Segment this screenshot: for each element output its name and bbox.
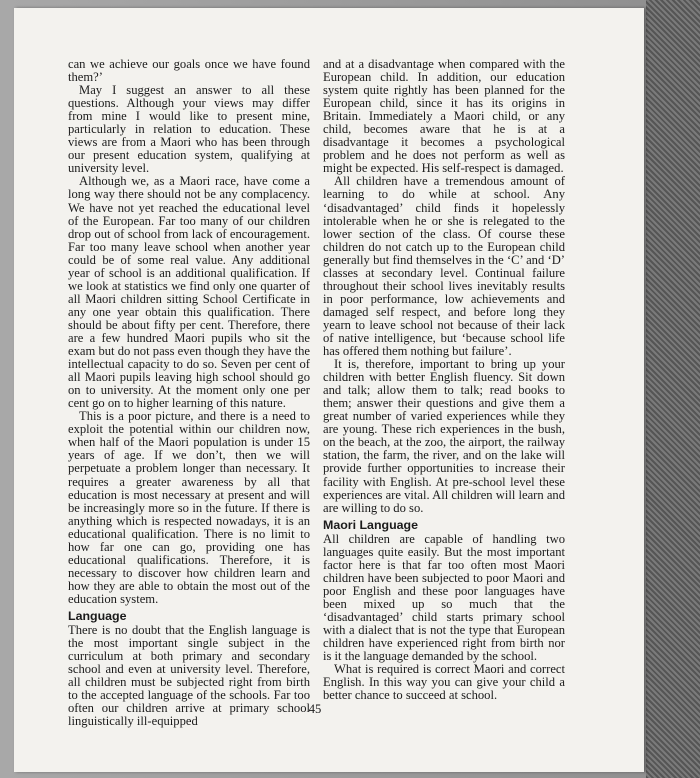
paragraph: May I suggest an answer to all these questions. Although your views may differ from mine I would like to present mine, particularly in relation to education. These views are from a Maori who has been through our present education system, qualifying at university level. <box>68 83 310 176</box>
paragraph: All children have a tremendous amount of learning to do while at school. Any ‘disadvantaged’ child finds it hopelessly intolerable when he or she is relegated to the lower section of the class. Of course these children do not catch up to the European child generally but find themselves in the ‘C’ and ‘D’ classes at secondary level. Continual failure throughout their school lives inevitably results in poor performance, low achievements and damaged self respect, and before long they yearn to leave school not because of their lack of native intelligence, but ‘because school life has offered them nothing but failure’. <box>323 174 565 359</box>
section-heading-language: Language <box>68 608 127 623</box>
page-number: 45 <box>308 702 322 716</box>
paragraph: What is required is correct Maori and correct English. In this way you can give your child a better chance to succeed at school. <box>323 662 565 703</box>
paragraph: All children are capable of handling two languages quite easily. But the most important factor here is that far too often most Maori children have been subjected to poor Maori and poor English and these poor languages have been mixed up so much that the ‘disadvantaged’ child starts primary school with a dialect that is not the type that European children have experienced right from birth nor is it the language demanded by the school. <box>323 531 565 664</box>
paragraph: can we achieve our goals once we have found them?’ <box>68 57 310 85</box>
right-text-column <box>323 58 565 702</box>
section-heading-maori-language: Maori Language <box>323 517 419 532</box>
paragraph: There is no doubt that the English language is the most important single subject in the curriculum at both primary and secondary school and even at university level. Therefore, all children must be subjected right from birth to the accepted language of the schools. Far too often our children arrive at primary school linguistically ill-equipped <box>68 623 310 729</box>
scanner-edge-shadow <box>646 0 700 778</box>
paragraph: Although we, as a Maori race, have come a long way there should not be any complacency. We have not yet reached the educational level of the European. Far too many of our children drop out of school from lack of encouragement. Far too many leave school when another year could be of some real value. Any additional year of school is an additional qualification. If we look at statistics we find only one quarter of all Maori children sitting School Certificate in any one year obtain this qualification. There should be about fifty per cent. Therefore, there are a few hundred Maori pupils who sit the exam but do not pass even though they have the intellectual capacity to do so. Seven per cent of all Maori pupils leaving high school should go on to university. At the moment only one per cent go on to higher learning of this nature. <box>68 174 310 411</box>
left-text-column <box>68 58 310 728</box>
paragraph: This is a poor picture, and there is a need to exploit the potential within our children now, when half of the Maori population is under 15 years of age. If we don’t, then we will perpetuate a problem longer than necessary. It requires a greater awareness by all that education is most necessary at present and will be increasingly more so in the future. If there is anything which is respected nowadays, it is an educational qualification. There is no limit to how far one can go, providing one has educational qualifications. Therefore, it is necessary to discover how children learn and how they are able to obtain the most out of the education system. <box>68 409 310 606</box>
paragraph: It is, therefore, important to bring up your children with better English fluency. Sit down and talk; allow them to talk; read books to them; answer their questions and give them a great number of varied experiences while they are young. These rich experiences in the bush, on the beach, at the zoo, the airport, the railway station, the farm, the river, and on the lake will provide further opportunities to increase their facility with English. At pre-school level these experiences are vital. All children will learn and are willing to do so. <box>323 357 565 515</box>
paragraph: and at a disadvantage when compared with the European child. In addition, our education system quite rightly has been planned for the European child, since it has its origins in Britain. Immediately a Maori child, or any child, becomes aware that he is at a disadvantage it becomes a psychological problem and he does not perform as well as might be expected. His self-respect is damaged. <box>323 57 565 176</box>
